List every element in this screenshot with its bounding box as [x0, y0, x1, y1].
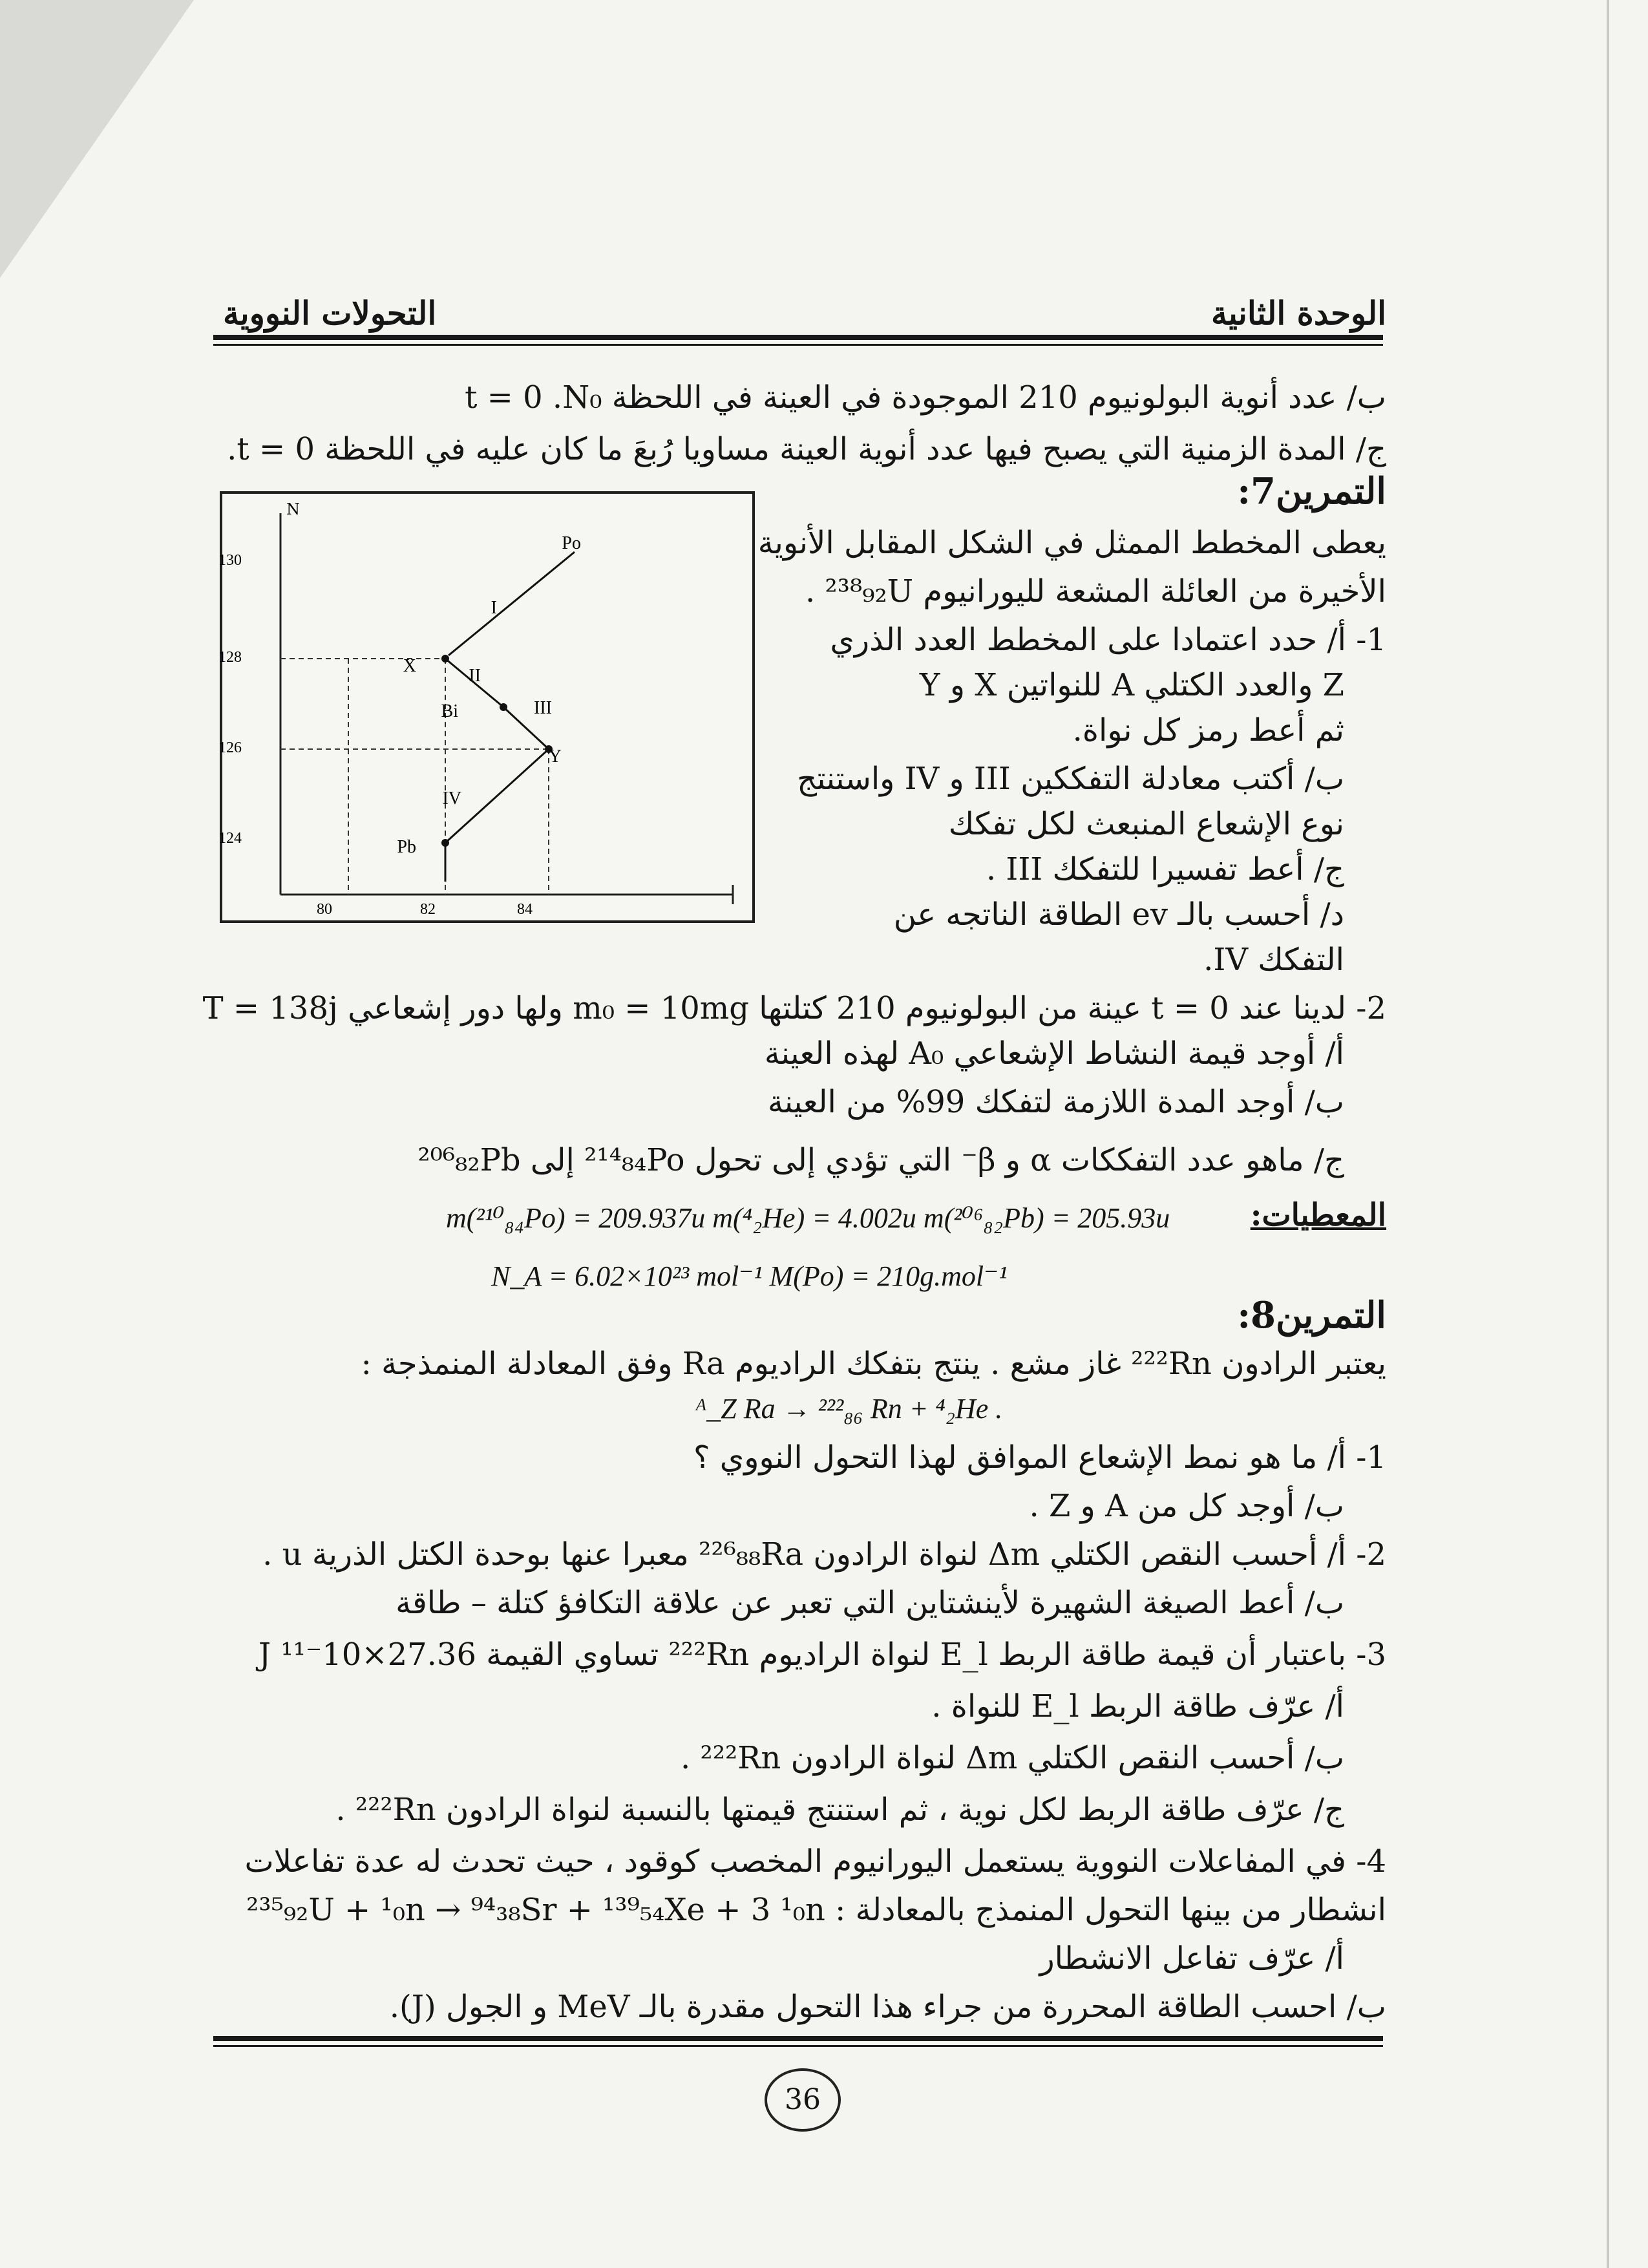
- ex7-line: ثم أعط رمز كل نواة.: [1072, 712, 1344, 748]
- ex7-line: ب/ أوجد المدة اللازمة لتفكك 99% من العينة: [768, 1084, 1344, 1120]
- x-tick-label: 84: [517, 901, 533, 918]
- ex7-line: ب/ أكتب معادلة التفككين III و IV واستنتج: [797, 761, 1344, 797]
- chapter-title: التحولات النووية: [223, 294, 437, 332]
- label-i: I: [491, 598, 497, 618]
- y-tick-label: 128: [218, 649, 242, 666]
- ex7-line: يعطى المخطط الممثل في الشكل المقابل الأنوية: [757, 525, 1386, 561]
- axis-n-label: N: [286, 500, 300, 518]
- label-iv: IV: [442, 789, 461, 809]
- ex8-line: يعتبر الرادون ²²²Rn غاز مشع . ينتج بتفكك الراديوم Ra وفق المعادلة المنمذجة :: [361, 1346, 1386, 1382]
- ex8-line: 1- أ/ ما هو نمط الإشعاع الموافق لهذا التحول النووي ؟: [693, 1439, 1386, 1476]
- ex7-line: نوع الإشعاع المنبعث لكل تفكك: [948, 806, 1344, 842]
- ex8-equation: ᴬ_Z Ra → ²²²₈₆ Rn + ⁴₂He .: [695, 1393, 1003, 1425]
- decay-diagram: [220, 491, 755, 923]
- header-rule-thin: [213, 344, 1383, 346]
- ex8-line: ب/ أعط الصيغة الشهيرة لأينشتاين التي تعبر عن علاقة التكافؤ كتلة – طاقة: [396, 1585, 1344, 1621]
- label-pb: Pb: [397, 837, 416, 857]
- guide-lines: [280, 659, 549, 895]
- page-edge: [1607, 0, 1609, 2268]
- ex7-line: د/ أحسب بالـ ev الطاقة الناتجه عن: [893, 896, 1344, 933]
- decay-diagram-svg: [218, 494, 752, 920]
- ex8-line: أ/ عرّف طاقة الربط E_l للنواة .: [931, 1688, 1344, 1724]
- label-x: X: [403, 656, 416, 676]
- ex7-line: Z والعدد الكتلي A للنواتين X و Y: [919, 667, 1344, 703]
- ex8-line: ج/ عرّف طاقة الربط لكل نوية ، ثم استنتج قيمتها بالنسبة لنواة الرادون ²²²Rn .: [335, 1792, 1344, 1828]
- ex8-line: 4- في المفاعلات النووية يستعمل اليورانيوم المخصب كوقود ، حيث تحدث له عدة تفاعلات: [244, 1843, 1386, 1880]
- ex7-line: ج/ أعط تفسيرا للتفكك III .: [986, 851, 1344, 887]
- ex8-line: ب/ احسب الطاقة المحررة من جراء هذا التحول مقدرة بالـ MeV و الجول (J).: [389, 1989, 1386, 2025]
- nuclide-point: [441, 655, 449, 662]
- nuclide-points: [441, 655, 553, 847]
- ex8-line: 2- أ/ أحسب النقص الكتلي Δm لنواة الرادون ²²⁶₈₈Ra معبرا عنها بوحدة الكتل الذرية u .: [262, 1536, 1386, 1573]
- label-ii: II: [469, 666, 481, 686]
- ex8-line: أ/ عرّف تفاعل الانشطار: [1039, 1940, 1344, 1977]
- header-rule: [213, 335, 1383, 340]
- footer-rule-thin: [213, 2045, 1383, 2047]
- ex7-line: التفكك IV.: [1203, 942, 1344, 978]
- label-y: Y: [548, 747, 562, 767]
- ex7-line: 1- أ/ حدد اعتمادا على المخطط العدد الذري: [830, 622, 1386, 658]
- x-tick-label: 82: [420, 901, 436, 918]
- x-tick-label: 80: [317, 901, 332, 918]
- ex7-line: أ/ أوجد قيمة النشاط الإشعاعي A₀ لهذه العينة: [764, 1035, 1344, 1072]
- ex8-line: ب/ أوجد كل من A و Z .: [1029, 1488, 1344, 1524]
- ex7-line: 2- لدينا عند t = 0 عينة من البولونيوم 210 كتلتها m₀ = 10mg ولها دور إشعاعي T = 138j: [202, 990, 1386, 1026]
- given-label: المعطيات:: [1250, 1197, 1386, 1233]
- label-bi: Bi: [441, 701, 458, 721]
- intro-j: ج/ المدة الزمنية التي يصبح فيها عدد أنوية العينة مساويا رُبعَ ما كان عليه في اللحظة t = 0.: [227, 431, 1386, 467]
- given-masses: m(²¹⁰₈₄Po) = 209.937u m(⁴₂He) = 4.002u m(²⁰⁶₈₂Pb) = 205.93u: [446, 1202, 1170, 1234]
- nuclide-point: [441, 839, 449, 847]
- y-tick-label: 126: [218, 739, 242, 756]
- label-iii: III: [534, 698, 552, 718]
- exercise-8-title: التمرين8:: [1237, 1294, 1386, 1337]
- decay-arrows: [445, 552, 575, 882]
- ex8-line: ب/ أحسب النقص الكتلي Δm لنواة الرادون ²²²Rn .: [681, 1740, 1344, 1776]
- given-constants: N_A = 6.02×10²³ mol⁻¹ M(Po) = 210g.mol⁻¹: [491, 1260, 1008, 1292]
- x-tick-labels: [317, 901, 533, 918]
- folded-corner: [0, 0, 194, 278]
- exercise-7-title: التمرين7:: [1237, 470, 1386, 513]
- y-tick-label: 130: [218, 552, 242, 569]
- page-number: 36: [765, 2068, 841, 2132]
- nuclide-point: [500, 703, 507, 711]
- intro-b: ب/ عدد أنوية البولونيوم 210 الموجودة في العينة في اللحظة t = 0 .N₀: [465, 379, 1386, 416]
- y-tick-labels: [218, 552, 242, 847]
- ex8-line: انشطار من بينها التحول المنمذج بالمعادلة : ²³⁵₉₂U + ¹₀n → ⁹⁴₃₈Sr + ¹³⁹₅₄Xe + 3 ¹₀n: [246, 1892, 1386, 1928]
- label-po: Po: [562, 533, 581, 553]
- unit-title: الوحدة الثانية: [1211, 294, 1386, 332]
- ex7-line: ج/ ماهو عدد التفككات α و β⁻ التي تؤدي إلى تحول ²¹⁴₈₄Po إلى ²⁰⁶₈₂Pb: [417, 1142, 1344, 1178]
- footer-rule: [213, 2036, 1383, 2041]
- decay-arrow-i: [449, 552, 575, 655]
- ex8-line: 3- باعتبار أن قيمة طاقة الربط E_l لنواة الراديوم ²²²Rn تساوي القيمة 27.36×10⁻¹¹ J: [258, 1637, 1386, 1673]
- y-tick-label: 124: [218, 830, 242, 847]
- ex7-line: الأخيرة من العائلة المشعة لليورانيوم ²³⁸₉₂U .: [805, 573, 1386, 609]
